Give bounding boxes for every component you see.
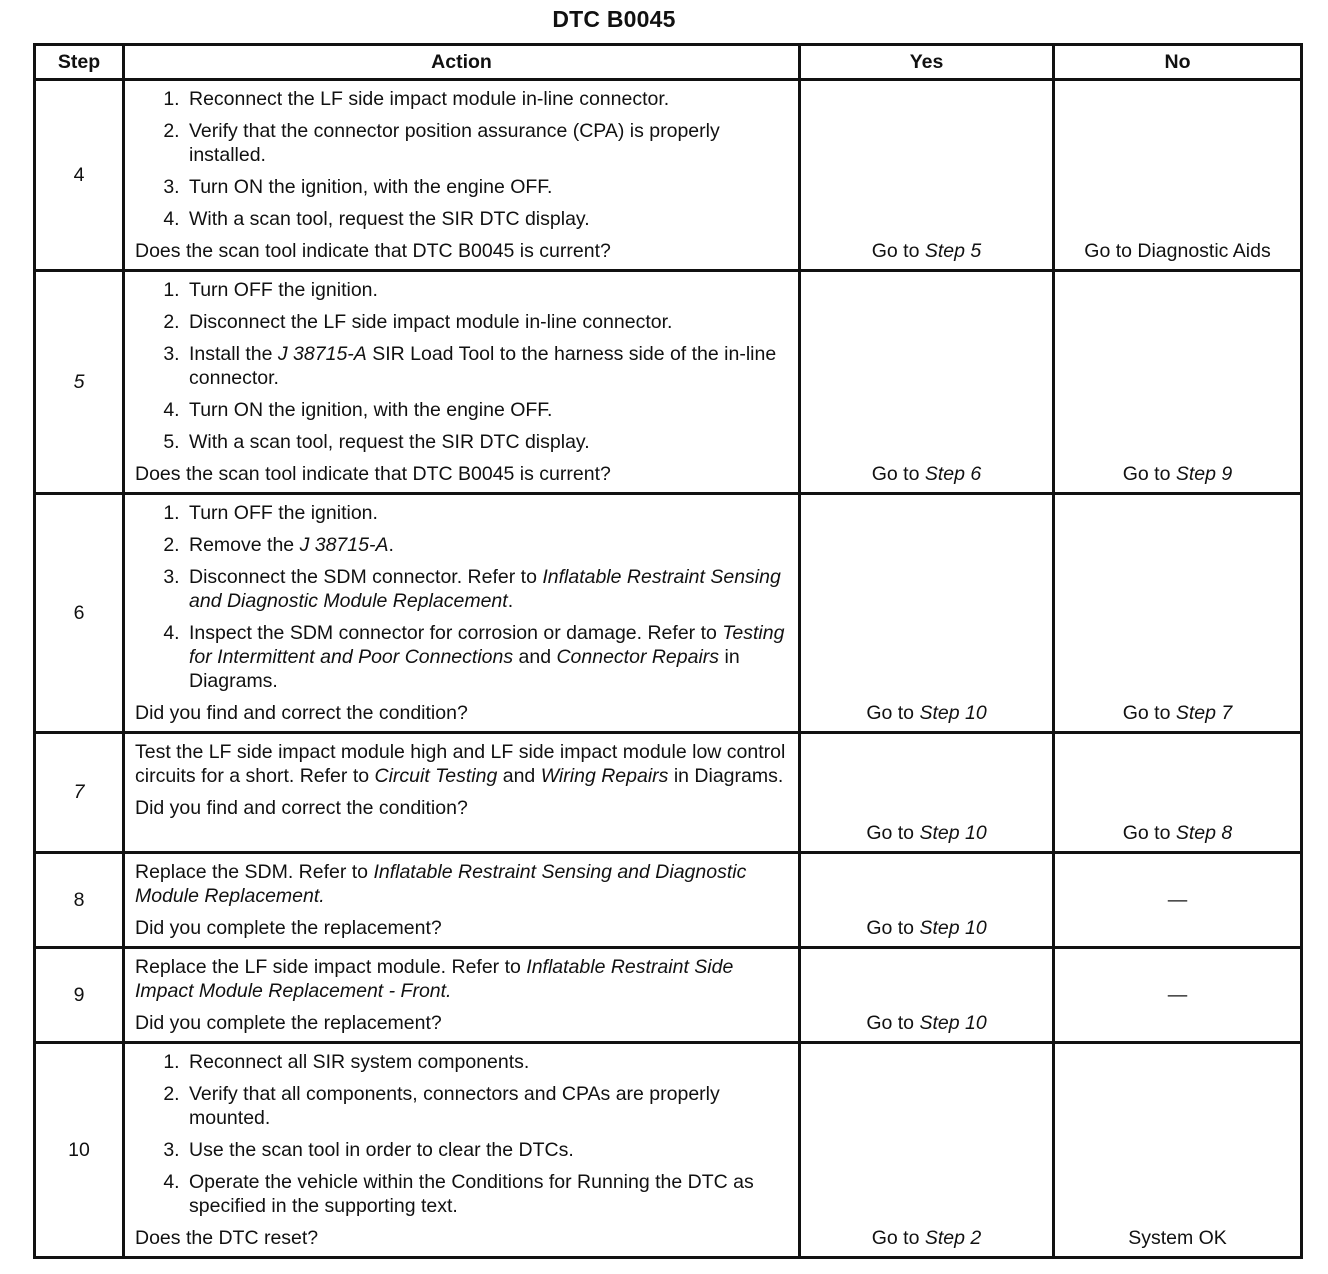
step-link[interactable]: Step 10 xyxy=(919,822,987,844)
step-link[interactable]: Step 9 xyxy=(1175,463,1233,485)
action-list-item xyxy=(185,621,788,693)
text-segment: Test the LF side impact module high and LF side impact module low control circuits for a short. Refer to xyxy=(135,741,786,787)
step-number: 8 xyxy=(35,853,124,948)
text-segment: With a scan tool, request the SIR DTC display. xyxy=(189,208,590,230)
text-segment: SIR Load Tool to the harness side of the in-line connector. xyxy=(189,343,777,389)
text-segment: in Diagrams. xyxy=(668,765,784,787)
step-link[interactable]: Step 2 xyxy=(924,1227,982,1249)
text-segment: Operate the vehicle within the Conditions for Running the DTC as specified in the supporting text. xyxy=(189,1171,754,1217)
action-cell xyxy=(124,494,800,733)
action-list-item xyxy=(185,1050,788,1074)
action-question: Does the scan tool indicate that DTC B0045 is current? xyxy=(135,463,611,485)
reference-italic: Inflatable Restraint Sensing and Diagnostic Module Replacement xyxy=(189,566,781,612)
not-applicable-dash: — xyxy=(1167,888,1188,911)
no-outcome xyxy=(1054,271,1302,494)
action-cell xyxy=(124,271,800,494)
text-segment: Disconnect the LF side impact module in-line connector. xyxy=(189,311,673,333)
text-segment: Turn ON the ignition, with the engine OFF. xyxy=(189,399,553,421)
reference-italic: J 38715-A xyxy=(277,343,367,365)
action-list-item xyxy=(185,1138,788,1162)
action-list xyxy=(135,1050,788,1218)
reference-italic: J 38715-A xyxy=(299,534,389,556)
header-step: Step xyxy=(35,45,124,80)
text-segment: Replace the LF side impact module. Refer to xyxy=(135,956,527,978)
text-segment: . xyxy=(507,590,514,612)
header-action: Action xyxy=(124,45,800,80)
action-question: Does the scan tool indicate that DTC B0045 is current? xyxy=(135,240,611,262)
step-number: 6 xyxy=(35,494,124,733)
yes-outcome xyxy=(800,733,1054,853)
action-list xyxy=(135,501,788,693)
action-list-item xyxy=(185,398,788,422)
outcome-text: Go to xyxy=(866,822,920,844)
action-question: Did you find and correct the condition? xyxy=(135,797,468,819)
action-cell xyxy=(124,1043,800,1258)
no-outcome xyxy=(1054,80,1302,271)
outcome-text: Go to xyxy=(1122,822,1176,844)
reference-italic: Inflatable Restraint Side Impact Module Replacement - Front. xyxy=(135,956,734,1002)
text-segment: Replace the SDM. Refer to xyxy=(135,861,374,883)
text-segment: and xyxy=(497,765,541,787)
table-row xyxy=(35,948,1302,1043)
reference-italic: Testing for Intermittent and Poor Connections xyxy=(189,622,785,668)
no-outcome xyxy=(1054,494,1302,733)
text-segment: Turn OFF the ignition. xyxy=(189,502,378,524)
table-row xyxy=(35,80,1302,271)
action-list-item xyxy=(185,565,788,613)
page-title: DTC B0045 xyxy=(552,6,676,32)
action-list-item xyxy=(185,533,788,557)
step-link[interactable]: Step 10 xyxy=(919,702,987,724)
text-segment: Reconnect all SIR system components. xyxy=(189,1051,530,1073)
action-question: Did you complete the replacement? xyxy=(135,917,442,939)
not-applicable-dash: — xyxy=(1167,983,1188,1006)
text-segment: in Diagrams. xyxy=(189,646,740,692)
outcome-text: Go to xyxy=(866,917,920,939)
yes-outcome xyxy=(800,271,1054,494)
action-question: Does the DTC reset? xyxy=(135,1227,319,1249)
reference-italic: Connector Repairs xyxy=(556,646,720,668)
action-list-item xyxy=(185,175,788,199)
action-list-item xyxy=(185,430,788,454)
header-no: No xyxy=(1054,45,1302,80)
table-row xyxy=(35,494,1302,733)
text-segment: Use the scan tool in order to clear the DTCs. xyxy=(189,1139,574,1161)
step-link[interactable]: Step 7 xyxy=(1175,702,1233,724)
reference-italic: Inflatable Restraint Sensing and Diagnostic Module Replacement. xyxy=(135,861,747,907)
outcome-text: Go to xyxy=(866,1012,920,1034)
action-list-item xyxy=(185,119,788,167)
action-list-item xyxy=(185,501,788,525)
action-paragraph xyxy=(135,860,788,908)
table-row xyxy=(35,853,1302,948)
outcome-text: Go to xyxy=(1122,463,1176,485)
yes-outcome xyxy=(800,80,1054,271)
action-list-item xyxy=(185,310,788,334)
step-link[interactable]: Step 5 xyxy=(924,240,982,262)
text-segment: Disconnect the SDM connector. Refer to xyxy=(189,566,543,588)
step-link[interactable]: Step 8 xyxy=(1175,822,1233,844)
step-number: 9 xyxy=(35,948,124,1043)
table-row xyxy=(35,1043,1302,1258)
outcome-text: Go to xyxy=(871,240,925,262)
no-outcome xyxy=(1054,1043,1302,1258)
step-number: 5 xyxy=(35,271,124,494)
action-cell xyxy=(124,733,800,853)
action-list-item xyxy=(185,278,788,302)
text-segment: Turn ON the ignition, with the engine OFF. xyxy=(189,176,553,198)
text-segment: Verify that all components, connectors and CPAs are properly mounted. xyxy=(189,1083,720,1129)
action-paragraph xyxy=(135,955,788,1003)
action-list-item xyxy=(185,1170,788,1218)
step-number: 4 xyxy=(35,80,124,271)
text-segment: Inspect the SDM connector for corrosion or damage. Refer to xyxy=(189,622,723,644)
text-segment: Turn OFF the ignition. xyxy=(189,279,378,301)
action-list-item xyxy=(185,207,788,231)
action-list-item xyxy=(185,1082,788,1130)
text-segment: and xyxy=(513,646,557,668)
yes-outcome xyxy=(800,1043,1054,1258)
step-link[interactable]: Step 6 xyxy=(924,463,982,485)
reference-italic: Wiring Repairs xyxy=(540,765,669,787)
text-segment: Verify that the connector position assurance (CPA) is properly installed. xyxy=(189,120,720,166)
no-outcome xyxy=(1054,733,1302,853)
table-row xyxy=(35,271,1302,494)
outcome-text: Go to xyxy=(866,702,920,724)
step-link[interactable]: Step 10 xyxy=(919,1012,987,1034)
no-outcome xyxy=(1054,853,1302,948)
yes-outcome xyxy=(800,494,1054,733)
step-number: 7 xyxy=(35,733,124,853)
yes-outcome xyxy=(800,948,1054,1043)
outcome-text: Go to xyxy=(871,1227,925,1249)
yes-outcome xyxy=(800,853,1054,948)
action-cell xyxy=(124,853,800,948)
action-list-item xyxy=(185,342,788,390)
action-list xyxy=(135,87,788,231)
table-header-row xyxy=(35,45,1302,80)
outcome-text: Go to xyxy=(1122,702,1176,724)
action-cell xyxy=(124,948,800,1043)
action-list-item xyxy=(185,87,788,111)
no-outcome xyxy=(1054,948,1302,1043)
action-paragraph xyxy=(135,740,788,788)
action-question: Did you complete the replacement? xyxy=(135,1012,442,1034)
action-question: Did you find and correct the condition? xyxy=(135,702,468,724)
header-yes: Yes xyxy=(800,45,1054,80)
outcome-text: Go to xyxy=(871,463,925,485)
text-segment: Install the xyxy=(189,343,278,365)
action-list xyxy=(135,278,788,454)
step-number: 10 xyxy=(35,1043,124,1258)
text-segment: Remove the xyxy=(189,534,300,556)
diagnostic-table xyxy=(33,43,1303,1259)
text-segment: . xyxy=(388,534,394,556)
text-segment: Reconnect the LF side impact module in-line connector. xyxy=(189,88,670,110)
outcome-text: System OK xyxy=(1128,1227,1227,1249)
table-row xyxy=(35,733,1302,853)
action-cell xyxy=(124,80,800,271)
text-segment: With a scan tool, request the SIR DTC display. xyxy=(189,431,590,453)
outcome-text: Go to Diagnostic Aids xyxy=(1084,240,1271,262)
reference-italic: Circuit Testing xyxy=(374,765,498,787)
step-link[interactable]: Step 10 xyxy=(919,917,987,939)
